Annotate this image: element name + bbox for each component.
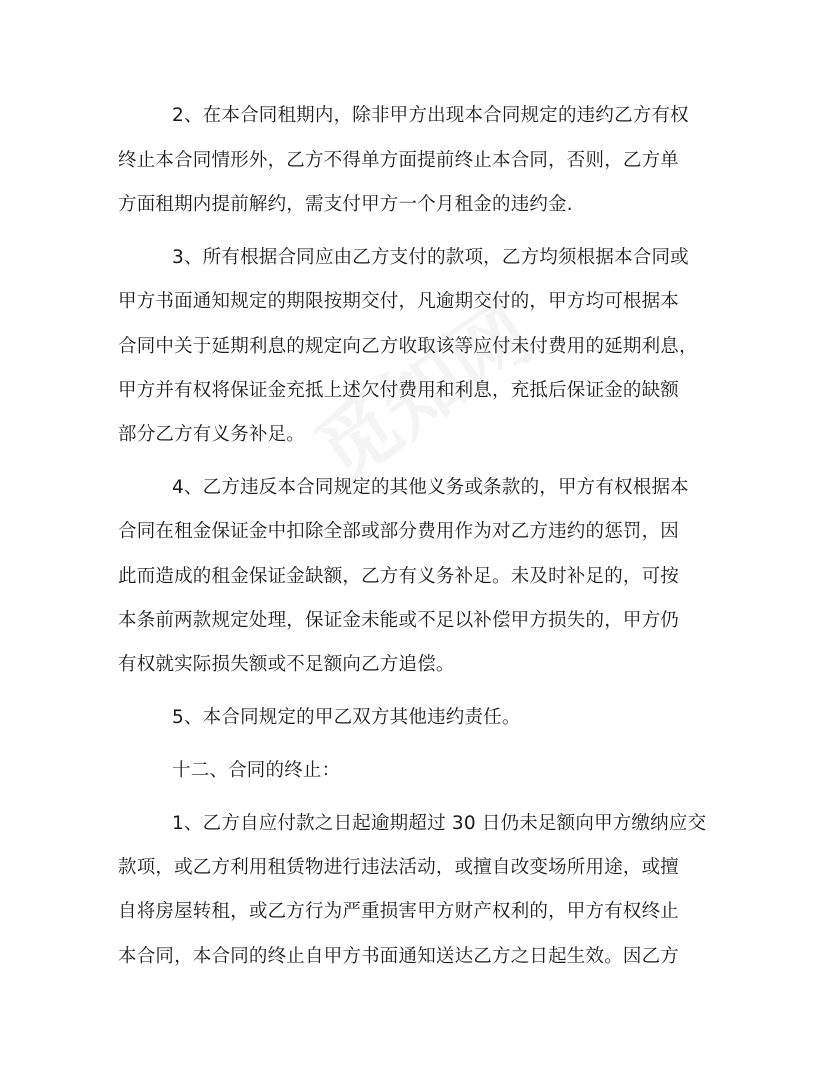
paragraph-line: 2、在本合同租期内，除非甲方出现本合同规定的违约乙方有权 (172, 105, 689, 126)
paragraph-line: 4、乙方违反本合同规定的其他义务或条款的，甲方有权根据本 (172, 477, 689, 498)
paragraph-line: 部分乙方有义务补足。 (118, 424, 306, 445)
paragraph-line: 本条前两款规定处理，保证金未能或不足以补偿甲方损失的，甲方仍 (118, 610, 680, 631)
paragraph-line: 本合同，本合同的终止自甲方书面通知送达乙方之日起生效。因乙方 (118, 946, 680, 967)
paragraph-line: 甲方并有权将保证金充抵上述欠付费用和利息，充抵后保证金的缺额 (118, 380, 680, 401)
paragraph-line: 方面租期内提前解约，需支付甲方一个月租金的违约金. (118, 194, 573, 215)
paragraph-line: 甲方书面通知规定的期限按期交付，凡逾期交付的，甲方均可根据本 (118, 291, 680, 312)
paragraph-line: 此而造成的租金保证金缺额，乙方有义务补足。未及时补足的，可按 (118, 566, 680, 587)
paragraph-line: 1、乙方自应付款之日起逾期超过 30 日仍未足额向甲方缴纳应交 (172, 813, 707, 834)
paragraph-line: 5、本合同规定的甲乙双方其他违约责任。 (172, 707, 521, 728)
paragraph-line: 3、所有根据合同应由乙方支付的款项，乙方均须根据本合同或 (172, 247, 689, 268)
paragraph-line: 自将房屋转租，或乙方行为严重损害甲方财产权利的，甲方有权终止 (118, 901, 680, 922)
paragraph-line: 合同中关于延期利息的规定向乙方收取该等应付未付费用的延期利息， (118, 336, 698, 357)
paragraph-line: 款项，或乙方利用租赁物进行违法活动，或擅自改变场所用途，或擅 (118, 857, 680, 878)
section-heading: 十二、合同的终止： (172, 760, 341, 781)
paragraph-line: 终止本合同情形外，乙方不得单方面提前终止本合同，否则，乙方单 (118, 150, 680, 171)
paragraph-line: 有权就实际损失额或不足额向乙方追偿。 (118, 654, 455, 675)
paragraph-line: 合同在租金保证金中扣除全部或部分费用作为对乙方违约的惩罚，因 (118, 521, 680, 542)
